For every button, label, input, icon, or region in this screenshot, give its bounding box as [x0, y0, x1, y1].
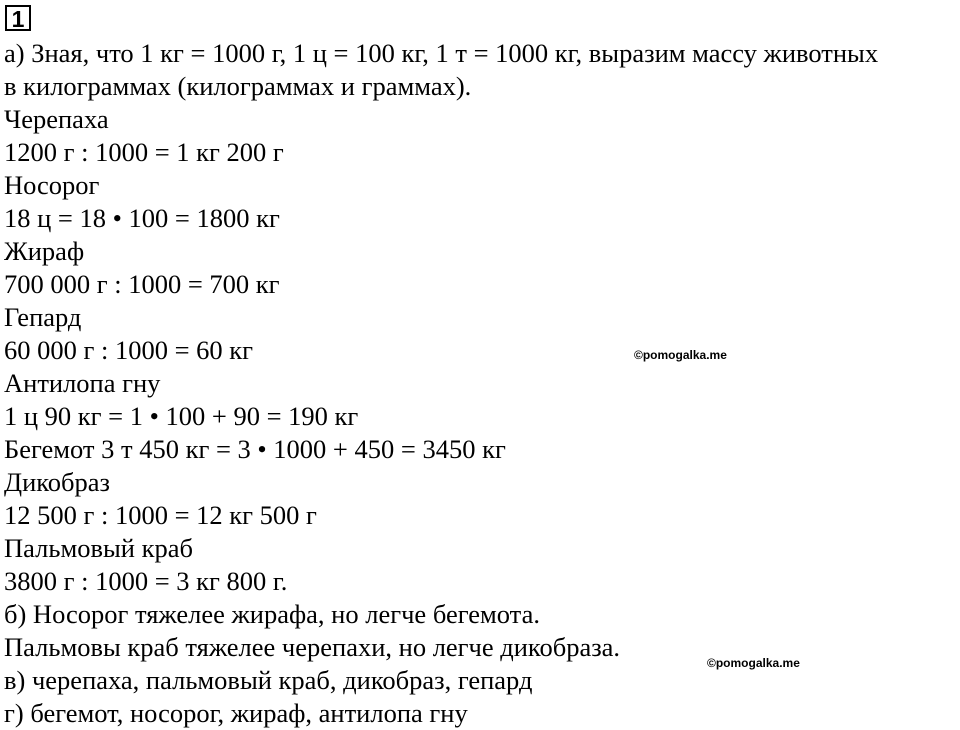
text-line: Бегемот 3 т 450 кг = 3 • 1000 + 450 = 3450 кг [4, 434, 506, 464]
watermark: ©pomogalka.me [707, 656, 800, 670]
text-line: 1200 г : 1000 = 1 кг 200 г [4, 137, 284, 167]
text-line: Пальмовый краб [4, 533, 193, 563]
text-line: а) Зная, что 1 кг = 1000 г, 1 ц = 100 кг, 1 т = 1000 кг, выразим массу животных [4, 38, 879, 68]
text-line: Черепаха [4, 104, 109, 134]
text-line: Дикобраз [4, 467, 110, 497]
watermark: ©pomogalka.me [634, 348, 727, 362]
text-line: Антилопа гну [4, 368, 161, 398]
text-line: 12 500 г : 1000 = 12 кг 500 г [4, 500, 317, 530]
text-line: 60 000 г : 1000 = 60 кг [4, 335, 254, 365]
text-line: Жираф [4, 236, 85, 266]
text-line: Гепард [4, 302, 82, 332]
task-number-box: 1 [5, 5, 31, 31]
text-line: 18 ц = 18 • 100 = 1800 кг [4, 203, 280, 233]
text-line: 700 000 г : 1000 = 700 кг [4, 269, 280, 299]
solution-text [4, 37, 878, 730]
text-line: в) черепаха, пальмовый краб, дикобраз, гепард [4, 665, 533, 695]
text-line: б) Носорог тяжелее жирафа, но легче бегемота. [4, 599, 540, 629]
text-line: Носорог [4, 170, 100, 200]
text-line: г) бегемот, носорог, жираф, антилопа гну [4, 698, 468, 728]
text-line: 1 ц 90 кг = 1 • 100 + 90 = 190 кг [4, 401, 359, 431]
text-line: 3800 г : 1000 = 3 кг 800 г. [4, 566, 288, 596]
text-line: Пальмовы краб тяжелее черепахи, но легче дикобраза. [4, 632, 621, 662]
text-line: в килограммах (килограммах и граммах). [4, 71, 472, 101]
